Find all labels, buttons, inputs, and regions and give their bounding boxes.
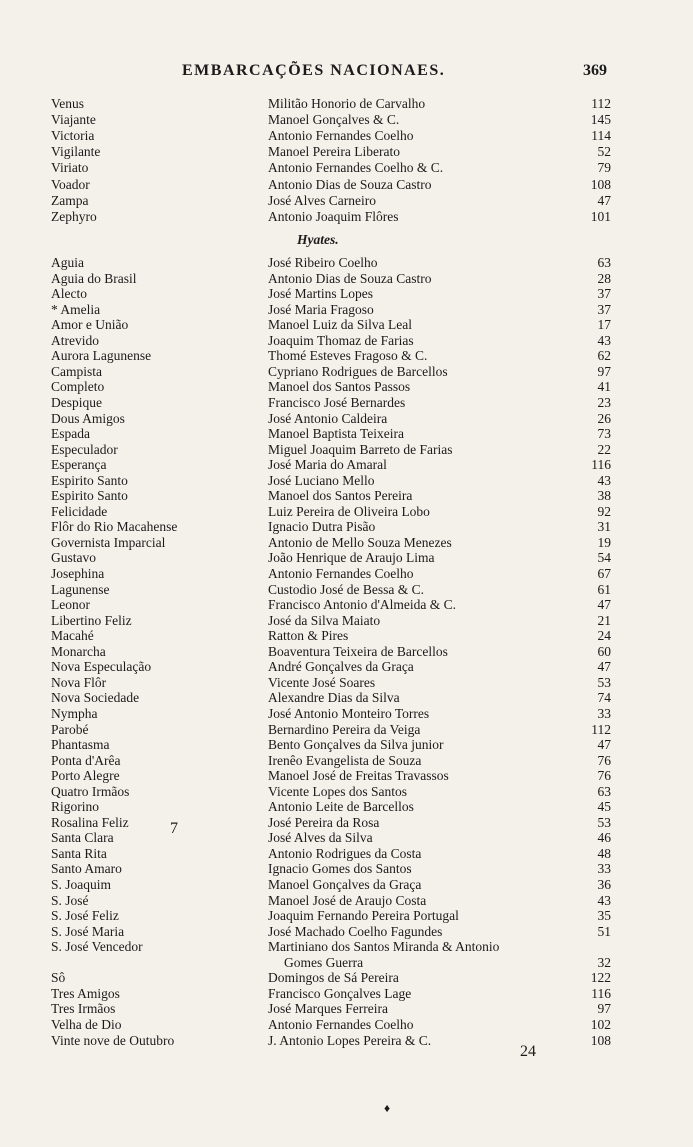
tonnage: 79 — [597, 160, 611, 176]
table-row — [0, 364, 693, 379]
vessel-name: Felicidade — [51, 503, 108, 519]
table-row — [0, 504, 693, 519]
tonnage: 43 — [597, 332, 611, 348]
tonnage: 74 — [597, 690, 611, 706]
vessel-name: Aguia — [51, 255, 84, 270]
table-row — [0, 488, 693, 503]
table-row — [0, 271, 693, 286]
owner-name: José Luciano Mello — [268, 472, 375, 488]
owner-name: Antonio Leite de Barcellos — [268, 799, 414, 815]
table-row — [0, 426, 693, 441]
table-row — [0, 128, 693, 143]
owner-name: Boaventura Teixeira de Barcellos — [268, 643, 448, 659]
vessel-name: Libertino Feliz — [51, 612, 132, 628]
vessel-name: Viriato — [51, 160, 89, 176]
tonnage: 114 — [591, 128, 611, 144]
owner-name: José da Silva Maiato — [268, 612, 381, 628]
owner-name: Francisco José Bernardes — [268, 394, 406, 410]
tonnage: 33 — [597, 705, 611, 721]
table-row — [0, 877, 693, 892]
vessel-name: Tres Amigos — [51, 985, 120, 1001]
page-header — [0, 62, 693, 84]
owner-name: Joaquim Fernando Pereira Portugal — [268, 908, 459, 924]
table-row — [0, 846, 693, 861]
vessel-name: Nova Sociedade — [51, 690, 140, 706]
tonnage: 61 — [597, 581, 611, 597]
vessel-name: Tres Irmãos — [51, 1001, 116, 1017]
table-row — [0, 473, 693, 488]
owner-name: José Marques Ferreira — [268, 1001, 388, 1017]
tonnage: 97 — [597, 363, 611, 379]
vessel-name: Nympha — [51, 705, 98, 721]
vessel-name: Dous Amigos — [51, 410, 125, 426]
tonnage: 46 — [597, 830, 611, 846]
vessel-name: Espirito Santo — [51, 472, 128, 488]
table-row — [0, 96, 693, 111]
tonnage: 43 — [597, 892, 611, 908]
page-title: EMBARCAÇÕES NACIONAES. — [182, 62, 446, 79]
margin-bracket-mark: 7 — [170, 820, 178, 838]
owner-name: Gomes Guerra — [284, 954, 364, 970]
owner-name: Manoel Gonçalves da Graça — [268, 877, 422, 892]
vessel-name: Venus — [51, 96, 84, 111]
table-row — [0, 379, 693, 394]
vessel-name: Monarcha — [51, 643, 106, 659]
tonnage: 17 — [597, 317, 611, 333]
tonnage: 43 — [597, 472, 611, 488]
vessel-name: Santa Clara — [51, 830, 114, 846]
owner-name: Antonio Fernandes Coelho & C. — [268, 160, 444, 176]
table-row — [0, 209, 693, 224]
tonnage: 52 — [597, 144, 611, 160]
tonnage: 32 — [597, 954, 611, 970]
table-row — [0, 722, 693, 737]
owner-name: José Antonio Monteiro Torres — [268, 705, 430, 721]
tonnage: 53 — [597, 674, 611, 690]
owner-name: Manoel José de Freitas Travassos — [268, 768, 449, 784]
tonnage: 37 — [597, 301, 611, 317]
owner-name: Antonio Dias de Souza Castro — [268, 270, 432, 286]
owner-name: Ignacio Dutra Pisão — [268, 519, 376, 535]
table-row — [0, 970, 693, 985]
table-row — [0, 815, 693, 830]
vessel-name: Espirito Santo — [51, 488, 128, 504]
table-row — [0, 395, 693, 410]
table-row — [0, 193, 693, 208]
table-row — [0, 690, 693, 705]
owner-name: José Alves da Silva — [268, 830, 373, 846]
owner-name: Manoel Luiz da Silva Leal — [268, 317, 412, 333]
table-row — [0, 582, 693, 597]
vessel-name: Despique — [51, 394, 102, 410]
owner-name: Francisco Gonçalves Lage — [268, 985, 412, 1001]
tonnage: 31 — [597, 519, 611, 535]
section-heading-yachts: Hyates. — [297, 232, 339, 247]
owner-name: José Maria do Amaral — [268, 457, 387, 473]
owner-name: Antonio Dias de Souza Castro — [268, 176, 432, 192]
vessel-name: S. Joaquim — [51, 877, 112, 892]
vessel-name: Sô — [51, 970, 66, 986]
tonnage: 35 — [597, 908, 611, 924]
owner-name: J. Antonio Lopes Pereira & C. — [268, 1032, 432, 1048]
owner-name: Ratton & Pires — [268, 628, 349, 644]
owner-name: Antonio Fernandes Coelho — [268, 566, 414, 581]
vessel-name: Parobé — [51, 721, 89, 737]
owner-name: Joaquim Thomaz de Farias — [268, 332, 414, 348]
tonnage: 60 — [597, 643, 611, 659]
table-row — [0, 737, 693, 752]
vessel-name: Rosalina Feliz — [51, 814, 129, 830]
vessel-name: Viajante — [51, 112, 96, 128]
table-row — [0, 613, 693, 628]
table-row — [0, 675, 693, 690]
owner-name: José Machado Coelho Fagundes — [268, 923, 443, 939]
tonnage: 54 — [597, 550, 611, 566]
table-row — [0, 144, 693, 159]
table-row — [0, 924, 693, 939]
vessel-name: Flôr do Rio Macahense — [51, 519, 178, 535]
owner-name: Cypriano Rodrigues de Barcellos — [268, 363, 448, 379]
owner-name: João Henrique de Araujo Lima — [268, 550, 435, 566]
tonnage: 38 — [597, 488, 611, 504]
table-row — [0, 550, 693, 565]
owner-name: Irenêo Evangelista de Souza — [268, 752, 422, 768]
tonnage: 108 — [590, 1032, 611, 1048]
table-row — [0, 519, 693, 534]
tonnage: 102 — [590, 1016, 611, 1032]
owner-name: Manoel dos Santos Pereira — [268, 488, 413, 504]
tonnage: 23 — [597, 394, 611, 410]
table-row — [0, 861, 693, 876]
tonnage: 28 — [597, 270, 611, 286]
tonnage: 112 — [591, 721, 611, 737]
owner-name: Antonio de Mello Souza Menezes — [268, 534, 452, 550]
tonnage: 101 — [590, 208, 611, 224]
table-row — [0, 939, 693, 954]
owner-name: Miguel Joaquim Barreto de Farias — [268, 441, 453, 457]
vessel-name: Josephina — [51, 566, 105, 581]
vessel-name: Campista — [51, 363, 102, 379]
tonnage: 53 — [597, 814, 611, 830]
owner-name: Antonio Rodrigues da Costa — [268, 845, 422, 861]
owner-name: Ignacio Gomes dos Santos — [268, 861, 412, 877]
vessel-name: Zampa — [51, 192, 89, 208]
owner-name: Thomé Esteves Fragoso & C. — [268, 348, 428, 364]
owner-name: Antonio Joaquim Flôres — [268, 208, 399, 224]
vessel-name: Vigilante — [51, 144, 101, 160]
tonnage: 37 — [597, 286, 611, 302]
tonnage: 97 — [597, 1001, 611, 1017]
owner-name: Martiniano dos Santos Miranda & Antonio — [268, 939, 500, 955]
signature-mark: 24 — [520, 1043, 536, 1060]
vessel-name: Phantasma — [51, 737, 110, 753]
owner-name: José Alves Carneiro — [268, 192, 376, 208]
tonnage: 63 — [597, 783, 611, 799]
vessel-name: Ponta d'Arêa — [51, 752, 121, 768]
tonnage: 36 — [597, 877, 611, 892]
tonnage: 51 — [597, 923, 611, 939]
vessel-name: Velha de Dio — [51, 1016, 122, 1032]
tonnage: 47 — [597, 192, 611, 208]
table-row — [0, 1001, 693, 1016]
vessel-name: S. José Feliz — [51, 908, 119, 924]
vessel-name: Nova Flôr — [51, 674, 107, 690]
vessel-name: Alecto — [51, 286, 87, 302]
table-row — [0, 411, 693, 426]
tonnage: 22 — [597, 441, 611, 457]
table-row — [0, 255, 693, 270]
table-row — [0, 644, 693, 659]
tonnage: 47 — [597, 659, 611, 675]
page-ornament: ♦ — [384, 1101, 391, 1115]
vessel-name: Atrevido — [51, 332, 99, 348]
owner-name: Vicente José Soares — [268, 674, 376, 690]
table-row — [0, 160, 693, 175]
owner-name: Manoel Pereira Liberato — [268, 144, 400, 160]
vessel-name: Completo — [51, 379, 105, 395]
tonnage: 122 — [590, 970, 611, 986]
table-row — [0, 955, 693, 970]
owner-name: Manoel José de Araujo Costa — [268, 892, 427, 908]
vessel-name: Nova Especulação — [51, 659, 152, 675]
tonnage: 62 — [597, 348, 611, 364]
table-row — [0, 177, 693, 192]
owner-name: Manoel Gonçalves & C. — [268, 112, 400, 128]
owner-name: Francisco Antonio d'Almeida & C. — [268, 597, 457, 613]
vessel-name: Amor e União — [51, 317, 129, 333]
table-row — [0, 706, 693, 721]
tonnage: 145 — [590, 112, 611, 128]
table-row — [0, 986, 693, 1001]
table-row — [0, 442, 693, 457]
tonnage: 48 — [597, 845, 611, 861]
table-row — [0, 768, 693, 783]
tonnage: 24 — [597, 628, 611, 644]
table-row — [0, 799, 693, 814]
owner-name: Militão Honorio de Carvalho — [268, 96, 426, 111]
owner-name: Antonio Fernandes Coelho — [268, 128, 414, 144]
tonnage: 21 — [597, 612, 611, 628]
vessel-name: Aurora Lagunense — [51, 348, 152, 364]
page-number: 369 — [583, 62, 607, 79]
table-row — [0, 908, 693, 923]
table-row — [0, 535, 693, 550]
tonnage: 116 — [591, 985, 611, 1001]
vessel-name: Macahé — [51, 628, 94, 644]
vessel-name: Santa Rita — [51, 845, 107, 861]
tonnage: 73 — [597, 426, 611, 442]
owner-name: Antonio Fernandes Coelho — [268, 1016, 414, 1032]
tonnage: 41 — [597, 379, 611, 395]
tonnage: 47 — [597, 597, 611, 613]
table-row — [0, 112, 693, 127]
tonnage: 112 — [591, 96, 611, 111]
owner-name: Bernardino Pereira da Veiga — [268, 721, 421, 737]
table-row — [0, 830, 693, 845]
table-row — [0, 1017, 693, 1032]
table-row — [0, 659, 693, 674]
owner-name: Bento Gonçalves da Silva junior — [268, 737, 444, 753]
tonnage: 116 — [591, 457, 611, 473]
table-row — [0, 784, 693, 799]
vessel-name: Lagunense — [51, 581, 110, 597]
owner-name: Manoel dos Santos Passos — [268, 379, 411, 395]
table-row — [0, 457, 693, 472]
vessel-name: * Amelia — [51, 301, 101, 317]
table-row — [0, 302, 693, 317]
vessel-name: Zephyro — [51, 208, 97, 224]
tonnage: 19 — [597, 534, 611, 550]
owner-name: Custodio José de Bessa & C. — [268, 581, 425, 597]
vessel-name: Rigorino — [51, 799, 100, 815]
vessel-name: Vinte nove de Outubro — [51, 1032, 175, 1048]
tonnage: 26 — [597, 410, 611, 426]
table-row — [0, 893, 693, 908]
vessel-name: Santo Amaro — [51, 861, 122, 877]
table-row — [0, 317, 693, 332]
vessel-name: S. José Vencedor — [51, 939, 143, 955]
owner-name: André Gonçalves da Graça — [268, 659, 414, 675]
owner-name: José Antonio Caldeira — [268, 410, 388, 426]
vessel-name: S. José Maria — [51, 923, 125, 939]
owner-name: Manoel Baptista Teixeira — [268, 426, 405, 442]
table-row — [0, 753, 693, 768]
table-row — [0, 1033, 693, 1048]
vessel-name: Leonor — [51, 597, 90, 613]
owner-name: Vicente Lopes dos Santos — [268, 783, 408, 799]
vessel-name: Gustavo — [51, 550, 96, 566]
tonnage: 33 — [597, 861, 611, 877]
tonnage: 47 — [597, 737, 611, 753]
tonnage: 108 — [590, 176, 611, 192]
owner-name: Alexandre Dias da Silva — [268, 690, 400, 706]
vessel-name: Espada — [51, 426, 90, 442]
vessel-name: Victoria — [51, 128, 95, 144]
table-row — [0, 333, 693, 348]
tonnage: 67 — [597, 566, 611, 581]
table-row — [0, 628, 693, 643]
vessel-name: Quatro Irmãos — [51, 783, 130, 799]
tonnage: 45 — [597, 799, 611, 815]
vessel-name: Voador — [51, 176, 90, 192]
vessel-name: Porto Alegre — [51, 768, 120, 784]
owner-name: José Pereira da Rosa — [268, 814, 380, 830]
table-row — [0, 348, 693, 363]
tonnage: 76 — [597, 768, 611, 784]
table-row — [0, 566, 693, 581]
tonnage: 76 — [597, 752, 611, 768]
vessel-name: Governista Imparcial — [51, 534, 166, 550]
vessel-name: Esperança — [51, 457, 107, 473]
vessel-name: Aguia do Brasil — [51, 270, 137, 286]
owner-name: Domingos de Sá Pereira — [268, 970, 399, 986]
table-row — [0, 597, 693, 612]
table-row — [0, 286, 693, 301]
tonnage: 63 — [597, 255, 611, 270]
tonnage: 92 — [597, 503, 611, 519]
vessel-name: S. José — [51, 892, 89, 908]
owner-name: José Martins Lopes — [268, 286, 373, 302]
owner-name: José Maria Fragoso — [268, 301, 374, 317]
owner-name: Luiz Pereira de Oliveira Lobo — [268, 503, 430, 519]
vessel-name: Especulador — [51, 441, 118, 457]
owner-name: José Ribeiro Coelho — [268, 255, 378, 270]
